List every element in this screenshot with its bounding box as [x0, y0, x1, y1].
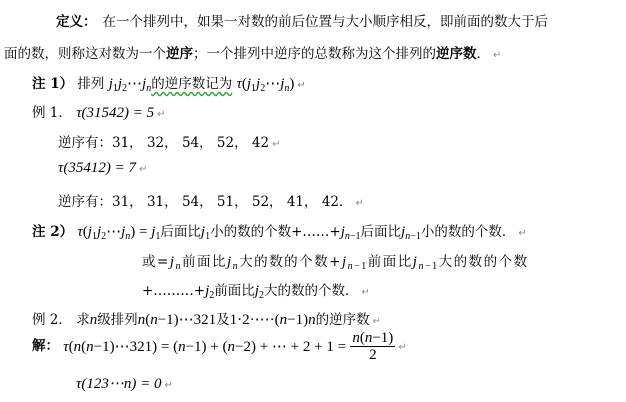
note2-formula: $j_n$ [169, 254, 182, 272]
note2-text: 前面比 [214, 283, 255, 299]
paragraph-mark-icon: ↵ [272, 139, 281, 150]
paragraph-mark-icon: ↵ [138, 164, 148, 175]
pairs-label: 逆序有： [58, 135, 112, 151]
final-line [76, 374, 173, 393]
example2-text: 求 [76, 312, 90, 328]
example2-text: 级排列 [97, 312, 138, 328]
example1-pairs-2 [58, 190, 364, 210]
note2-formula: $j_2$ [205, 283, 215, 301]
definition-text: ． [476, 46, 490, 62]
definition-label: 定义： [56, 14, 97, 30]
definition-line-1 [56, 10, 548, 30]
example1-formula: τ(35412) = 7 [58, 160, 136, 176]
term-inversion: 逆序 [166, 46, 193, 62]
note2-line-1 [32, 220, 527, 242]
definition-text: ；一个排列中逆序的总数称为这个排列的 [193, 46, 436, 62]
note2-formula: $j_{n-1}$ [401, 224, 421, 242]
paragraph-mark-icon: ↵ [297, 80, 306, 91]
note2-line-3 [142, 279, 370, 301]
paragraph-mark-icon: ↵ [157, 109, 166, 120]
paragraph-mark-icon: ↵ [355, 198, 364, 209]
note1-text: 排列 [77, 76, 105, 92]
example1-label: 例 1． [32, 105, 72, 121]
example2-line [32, 308, 381, 329]
note2-text: 后面比 [360, 224, 402, 240]
note2-text: 大的数的个数． [263, 283, 359, 299]
note2-text: 大的数的个数 [438, 254, 529, 270]
paragraph-mark-icon: ↵ [372, 316, 381, 327]
example2-text: 及 [216, 312, 230, 328]
example2-text: 的逆序数 [315, 312, 370, 328]
example2-label: 例 2． [32, 312, 72, 328]
paragraph-mark-icon: ↵ [493, 50, 502, 61]
definition-text: 面的数，则称这对数为一个 [4, 46, 166, 62]
paragraph-mark-icon: ↵ [361, 287, 370, 298]
solution-label: 解： [32, 338, 59, 354]
note1-label: 注 1） [32, 76, 74, 92]
note2-text: 小的数的个数+……+ [210, 224, 341, 240]
note2-formula: $j_{n-1}$ [341, 254, 368, 272]
note2-formula: $\tau(j_1j_2\cdots j_n) = j_1$ [77, 224, 161, 242]
term-inversion-number: 逆序数 [436, 46, 477, 62]
example2-formula: n(n−1)⋯321 [137, 312, 217, 328]
note2-formula: $j_1$ [200, 224, 211, 242]
solution-line [32, 330, 407, 363]
note2-text: 大的数的个数+ [239, 254, 342, 270]
note2-text: 后面比 [160, 224, 201, 240]
note2-formula: $j_{n-1}$ [412, 254, 439, 272]
paragraph-mark-icon: ↵ [398, 342, 407, 353]
pairs-values: 31， 32， 54， 52， 42 [112, 135, 270, 151]
note2-text: 小的数的个数． [420, 224, 516, 240]
paragraph-mark-icon: ↵ [164, 380, 173, 391]
note2-text: 前面比 [181, 254, 227, 270]
solution-formula: τ(n(n−1)⋯321) = (n−1) + (n−2) + ⋯ + 2 + 1 = [63, 339, 347, 355]
example2-formula: n [89, 312, 98, 328]
note1-text: 的逆序数记为 [151, 76, 233, 92]
definition-line-2 [4, 42, 501, 62]
note2-line-2 [142, 250, 529, 272]
example1-formula-2 [58, 160, 147, 177]
example1-formula: τ(31542) = 5 [76, 105, 155, 121]
note1-line [32, 72, 306, 94]
note2-label: 注 2） [32, 224, 74, 240]
example2-formula: 1·2·⋯·(n−1)n [229, 312, 316, 328]
tau-formula: $\tau(j_1j_2\cdots j_n)$ [236, 76, 295, 94]
note2-formula: $j_n$ [226, 254, 240, 272]
pairs-values: 31， 31， 54， 51， 52， 41， 42． [112, 194, 353, 210]
note2-text: 或= [142, 254, 170, 270]
example1-line [32, 101, 166, 122]
solution-fraction: $\frac{n(n-1)}{2}$ [352, 330, 394, 363]
final-formula: τ(123⋯n) = 0 [76, 376, 162, 392]
pairs-label: 逆序有： [58, 194, 112, 210]
example1-pairs-1 [58, 131, 280, 151]
note2-formula: $j_{n-1}$ [340, 224, 361, 242]
note2-text: 前面比 [367, 254, 413, 270]
definition-text: 在一个排列中，如果一对数的前后位置与大小顺序相反，即前面的数大于后 [102, 14, 548, 30]
paragraph-mark-icon: ↵ [518, 228, 527, 239]
note2-text: +………+ [142, 283, 206, 299]
note2-formula: $j_2$ [254, 283, 264, 301]
permutation-formula: $j_1j_2\cdots j_n$ [108, 76, 152, 94]
